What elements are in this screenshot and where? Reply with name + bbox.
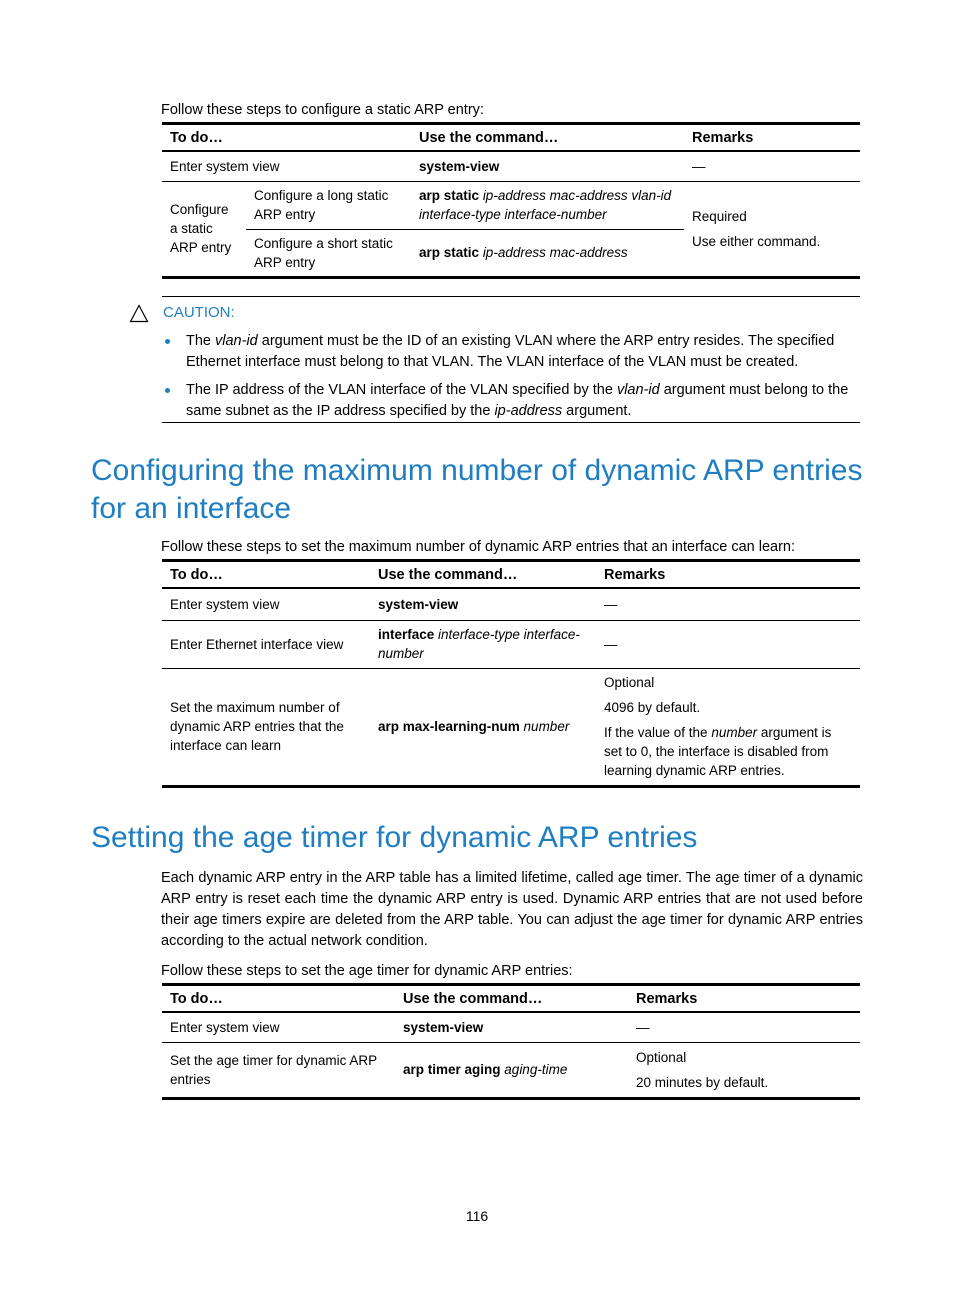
- col-header-remarks: Remarks: [596, 561, 860, 589]
- table-row: [162, 1012, 860, 1042]
- command-cell: [411, 151, 684, 181]
- table-header-row: [162, 985, 860, 1013]
- command-cell: [370, 588, 596, 620]
- remarks-cell: —: [628, 1012, 860, 1042]
- remarks-cell: —: [684, 151, 860, 181]
- col-header-remarks: Remarks: [684, 124, 860, 152]
- todo-cell: Set the maximum number of dynamic ARP entries that the interface can learn: [162, 668, 370, 786]
- age-timer-intro: Follow these steps to set the age timer for dynamic ARP entries:: [161, 963, 573, 979]
- caution-label: CAUTION:: [163, 304, 235, 321]
- table-row: [162, 668, 860, 786]
- command-keyword: system-view: [378, 596, 459, 612]
- command-keyword: arp static: [419, 245, 480, 260]
- table-row: [162, 620, 860, 668]
- group-label-cell: Configure a static ARP entry: [162, 181, 246, 277]
- sub-todo-cell: Configure a short static ARP entry: [246, 229, 411, 277]
- command-keyword: arp timer aging: [403, 1062, 501, 1077]
- caution-arg: vlan-id: [616, 382, 660, 398]
- command-keyword: system-view: [403, 1019, 484, 1035]
- todo-cell: Enter Ethernet interface view: [162, 620, 370, 668]
- command-keyword: system-view: [419, 158, 500, 174]
- remarks-arg: number: [711, 725, 758, 740]
- age-timer-table: [162, 983, 860, 1100]
- command-cell: [370, 620, 596, 668]
- command-args: ip-address mac-address vlan-id interface-type interface-number: [419, 188, 672, 222]
- col-header-todo: To do…: [162, 561, 370, 589]
- todo-cell: Set the age timer for dynamic ARP entries: [162, 1042, 395, 1098]
- table-header-row: [162, 561, 860, 589]
- remarks-cell: [684, 181, 860, 277]
- remarks-cell: [596, 668, 860, 786]
- todo-cell: Enter system view: [162, 1012, 395, 1042]
- command-args: aging-time: [504, 1062, 568, 1077]
- max-arp-intro: Follow these steps to set the maximum number of dynamic ARP entries that an interface can learn:: [161, 539, 796, 555]
- caution-arg: ip-address: [494, 403, 563, 419]
- command-args: interface-type interface-number: [378, 627, 580, 661]
- table-header-row: [162, 124, 860, 152]
- table-row: [162, 1042, 860, 1098]
- command-keyword: interface: [378, 627, 435, 642]
- todo-cell: Enter system view: [162, 588, 370, 620]
- remarks-optional: Optional: [636, 1049, 687, 1065]
- warning-triangle-icon: [129, 304, 149, 328]
- caution-arg: vlan-id: [215, 333, 258, 349]
- command-cell: [411, 229, 684, 277]
- section-heading-age-timer: Setting the age timer for dynamic ARP entries: [91, 821, 698, 854]
- list-item: [162, 380, 862, 422]
- command-cell: [370, 668, 596, 786]
- remarks-note: [604, 723, 852, 780]
- sub-todo-cell: Configure a long static ARP entry: [246, 181, 411, 229]
- table-row: [162, 588, 860, 620]
- page-number: 116: [465, 1208, 489, 1224]
- remarks-either: Use either command.: [692, 233, 821, 249]
- command-cell: [395, 1012, 628, 1042]
- caution-top-rule: [162, 296, 860, 297]
- remarks-text: argument is set to 0, the interface is disabled from learning dynamic ARP entries.: [604, 725, 832, 778]
- remarks-cell: —: [596, 620, 860, 668]
- remarks-required: Required: [692, 208, 747, 224]
- todo-cell: Enter system view: [162, 151, 411, 181]
- static-arp-table: [162, 122, 860, 279]
- section-heading-max-arp: Configuring the maximum number of dynamic ARP entries for an interface: [91, 454, 863, 525]
- remarks-cell: —: [596, 588, 860, 620]
- age-timer-paragraph: Each dynamic ARP entry in the ARP table has a limited lifetime, called age timer. The age timer of a dynamic ARP entry is reset each time the dynamic ARP entry is used. Dynamic ARP entries that are not used before their age timers expire are deleted from the ARP table. You can adjust the age timer for dynamic ARP entries according to the actual network condition.: [161, 870, 863, 949]
- col-header-command: Use the command…: [370, 561, 596, 589]
- col-header-command: Use the command…: [395, 985, 628, 1013]
- command-keyword: arp max-learning-num: [378, 719, 520, 734]
- command-keyword: arp static: [419, 188, 480, 203]
- caution-text: The: [186, 333, 216, 349]
- command-args: ip-address mac-address: [482, 245, 628, 260]
- command-cell: [395, 1042, 628, 1098]
- static-arp-intro: Follow these steps to configure a static ARP entry:: [161, 102, 484, 118]
- command-cell: [411, 181, 684, 229]
- col-header-todo: To do…: [162, 985, 395, 1013]
- caution-text: argument must belong to the same subnet as the IP address specified by the: [186, 382, 849, 419]
- remarks-optional: Optional: [604, 675, 655, 690]
- command-args: number: [523, 719, 570, 734]
- col-header-command: Use the command…: [411, 124, 684, 152]
- table-row: [162, 151, 860, 181]
- remarks-text: If the value of the: [604, 725, 712, 740]
- remarks-cell: [628, 1042, 860, 1098]
- caution-text: argument must be the ID of an existing VLAN where the ARP entry resides. The specified Ethernet interface must belong to that VLAN. The VLAN interface of the VLAN must be created.: [186, 333, 835, 370]
- max-arp-table: [162, 559, 860, 788]
- table-row: [162, 181, 860, 229]
- list-item: [162, 331, 862, 373]
- caution-text: argument.: [562, 403, 632, 419]
- caution-list: [162, 331, 862, 429]
- col-header-remarks: Remarks: [628, 985, 860, 1013]
- remarks-default: 4096 by default.: [604, 700, 701, 715]
- remarks-default: 20 minutes by default.: [636, 1074, 769, 1090]
- caution-bottom-rule: [162, 422, 860, 423]
- caution-text: The IP address of the VLAN interface of the VLAN specified by the: [186, 382, 617, 398]
- col-header-todo: To do…: [162, 124, 411, 152]
